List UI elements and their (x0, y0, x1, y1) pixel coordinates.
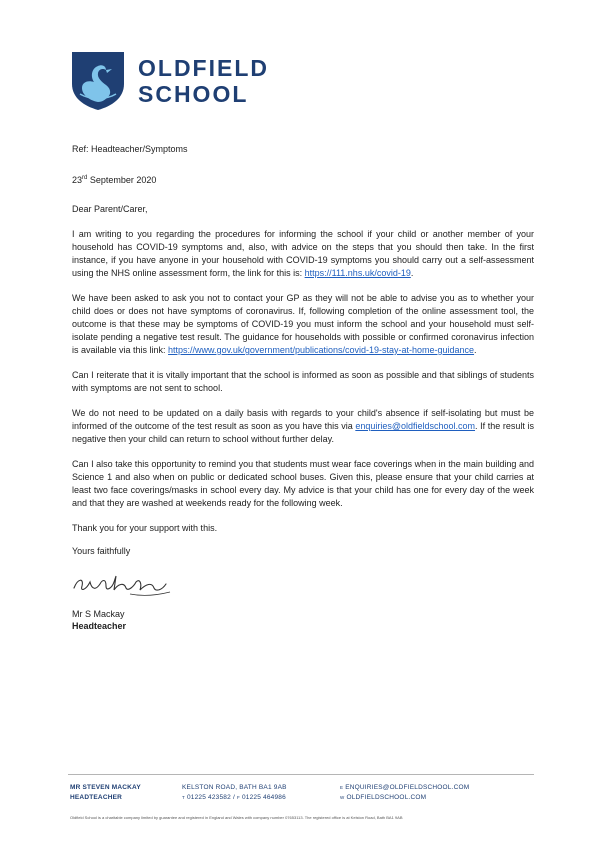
footer-web (340, 793, 469, 803)
gov-guidance-link[interactable]: https://www.gov.uk/government/publications/covid-19-stay-at-home-guidance (168, 345, 475, 355)
footer-email-value: ENQUIRIES@OLDFIELDSCHOOL.COM (345, 784, 470, 791)
paragraph-1-end: . (410, 268, 414, 278)
paragraph-5: Can I also take this opportunity to remind you that students must wear face coverings when in the main building and Science 1 and also when on public or dedicated school buses. Given this, please ensure that your child carries at least two face coverings/masks in school every day. My advice is that your child has one for every day of the week and that they are washed at weekends ready for the following week. (72, 459, 534, 508)
paragraph-4-end: . If the result is negative then your child can return to school without further delay. (72, 421, 534, 444)
footer-headteacher-title: HEADTEACHER (70, 794, 123, 801)
footer-address-line: KELSTON ROAD, BATH BA1 9AB (182, 784, 287, 791)
paragraph-2 (72, 292, 534, 357)
enquiries-email-link[interactable]: enquiries@oldfieldschool.com (355, 421, 476, 431)
web-label: W (340, 795, 345, 800)
paragraph-4 (72, 407, 534, 446)
phone-label: T (182, 795, 185, 800)
paragraph-1-text: I am writing to you regarding the procedures for informing the school if your child or another member of your household has COVID-19 symptoms and, also, with advice on the steps that you should then take. In the first instance, if you have anyone in your household with COVID-19 symptoms you should carry out a self-assessment using the NHS online assessment form, the link for this is: (72, 229, 534, 278)
phone-number: 01225 423582 (186, 794, 231, 801)
footer-legal-text: Oldfield School is a charitable company limited by guarantee and registered in England and Wales with company number 07653113. The registered office is at Kelston Road, Bath BA1 9AB (70, 815, 403, 820)
nhs-link[interactable]: https://111.nhs.uk/covid-19 (304, 268, 411, 278)
signer-title: Headteacher (72, 621, 127, 631)
school-name-line1: OLDFIELD (138, 55, 269, 81)
footer-contact (340, 783, 469, 803)
signoff: Yours faithfully (72, 546, 131, 556)
fax-label: F (236, 795, 240, 800)
footer-web-value: OLDFIELDSCHOOL.COM (346, 794, 427, 801)
signature-image (70, 564, 180, 600)
paragraph-4-text: We do not need to be updated on a daily basis with regards to your child's absence if self-isolating but must be informed of the outcome of the test result as soon as you have this via (72, 408, 534, 431)
paragraph-2-end: . (474, 345, 477, 355)
signer-name: Mr S Mackay (72, 609, 125, 619)
letterhead (70, 50, 269, 112)
footer-divider (68, 774, 534, 775)
date-rest: September 2020 (87, 175, 157, 185)
paragraph-1 (72, 228, 534, 280)
school-name-line2: SCHOOL (138, 81, 249, 107)
paragraph-6: Thank you for your support with this. (72, 523, 218, 533)
email-label: E (340, 785, 344, 790)
footer-email (340, 783, 469, 793)
paragraph-3: Can I reiterate that it is vitally important that the school is informed as soon as possible and that siblings of students with symptoms are not sent to school. (72, 370, 534, 393)
date-suffix: rd (82, 175, 88, 181)
reference-line: Ref: Headteacher/Symptoms (72, 144, 188, 154)
footer-address (182, 783, 287, 803)
letter-date (72, 172, 534, 187)
footer-phone-fax: $^T$ 01225 423582 / $^F$ 01225 464986 (182, 794, 286, 801)
fax-number: 01225 464986 (241, 794, 286, 801)
letter-body (72, 143, 534, 632)
school-name (138, 55, 269, 107)
footer-headteacher-name: MR STEVEN MACKAY (70, 784, 141, 791)
swan-crest-icon (70, 50, 126, 112)
greeting: Dear Parent/Carer, (72, 204, 148, 214)
footer-headteacher (70, 783, 141, 803)
date-day: 23 (72, 175, 83, 185)
paragraph-2-text: We have been asked to ask you not to contact your GP as they will not be able to advise you as to whether your child does or does not have symptoms of coronavirus. If, following completion of the online assessment tool, the outcome is that these may be symptoms of COVID-19 you must inform the school and your household must self-isolate pending a negative test result. The guidance for households with possible or confirmed coronavirus infection is available via this link: (72, 293, 534, 355)
